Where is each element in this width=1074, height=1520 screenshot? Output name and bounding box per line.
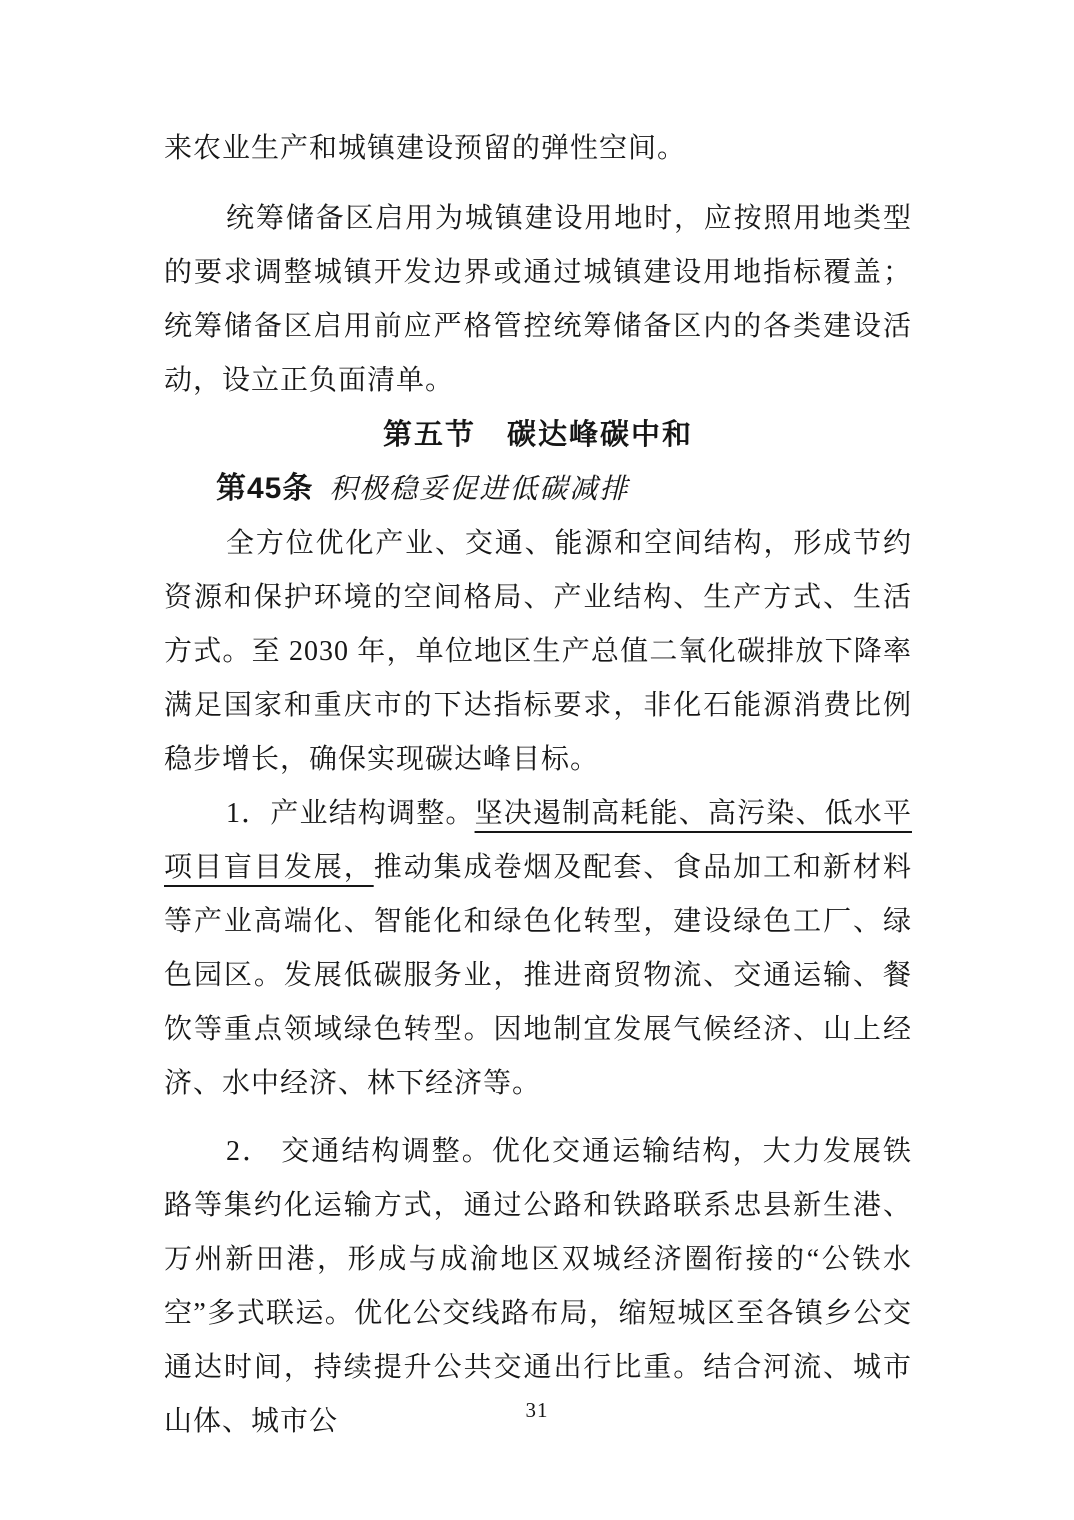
item1-underlined-clause: 坚决遏制高耗能、高污染、低水平项目盲目发展， [164, 798, 912, 883]
page-number: 31 [525, 1398, 549, 1422]
article-number: 第45条 [216, 472, 314, 505]
section-heading: 第五节 碳达峰碳中和 [382, 419, 693, 451]
paragraph-carbon-overview: 全方位优化产业、交通、能源和空间结构，形成节约资源和保护环境的空间格局、产业结构、生产方式、生活方式。至 2030 年，单位地区生产总值二氧化碳排放下降率满足国家和重庆市的下达指标要求，非化石能源消费比例稳步增长，确保实现碳达峰目标。 [164, 528, 912, 775]
paragraph-continuation: 来农业生产和城镇建设预留的弹性空间。 [164, 133, 687, 164]
paragraph-item-1 [164, 787, 912, 1111]
item1-rest: 推动集成卷烟及配套、食品加工和新材料等产业高端化、智能化和绿色化转型，建设绿色工厂、绿色园区。发展低碳服务业，推进商贸物流、交通运输、餐饮等重点领域绿色转型。因地制宜发展气候经济、山上经济、水中经济、林下经济等。 [164, 852, 912, 1099]
paragraph-reserve-zone: 统筹储备区启用为城镇建设用地时，应按照用地类型的要求调整城镇开发边界或通过城镇建设用地指标覆盖；统筹储备区启用前应严格管控统筹储备区内的各类建设活动，设立正负面清单。 [164, 203, 912, 396]
text-block [164, 122, 912, 1449]
article-title: 积极稳妥促进低碳减排 [329, 474, 630, 505]
paragraph-item-2: 2． 交通结构调整。优化交通运输结构，大力发展铁路等集约化运输方式，通过公路和铁路联系忠县新生港、万州新田港，形成与成渝地区双城经济圈衔接的“公铁水空”多式联运。优化公交线路布局，缩短城区至各镇乡公交通达时间，持续提升公共交通出行比重。结合河流、城市山体、城市公 [164, 1136, 912, 1437]
item1-lead: 1．产业结构调整。 [226, 798, 475, 829]
article-heading [164, 462, 912, 517]
